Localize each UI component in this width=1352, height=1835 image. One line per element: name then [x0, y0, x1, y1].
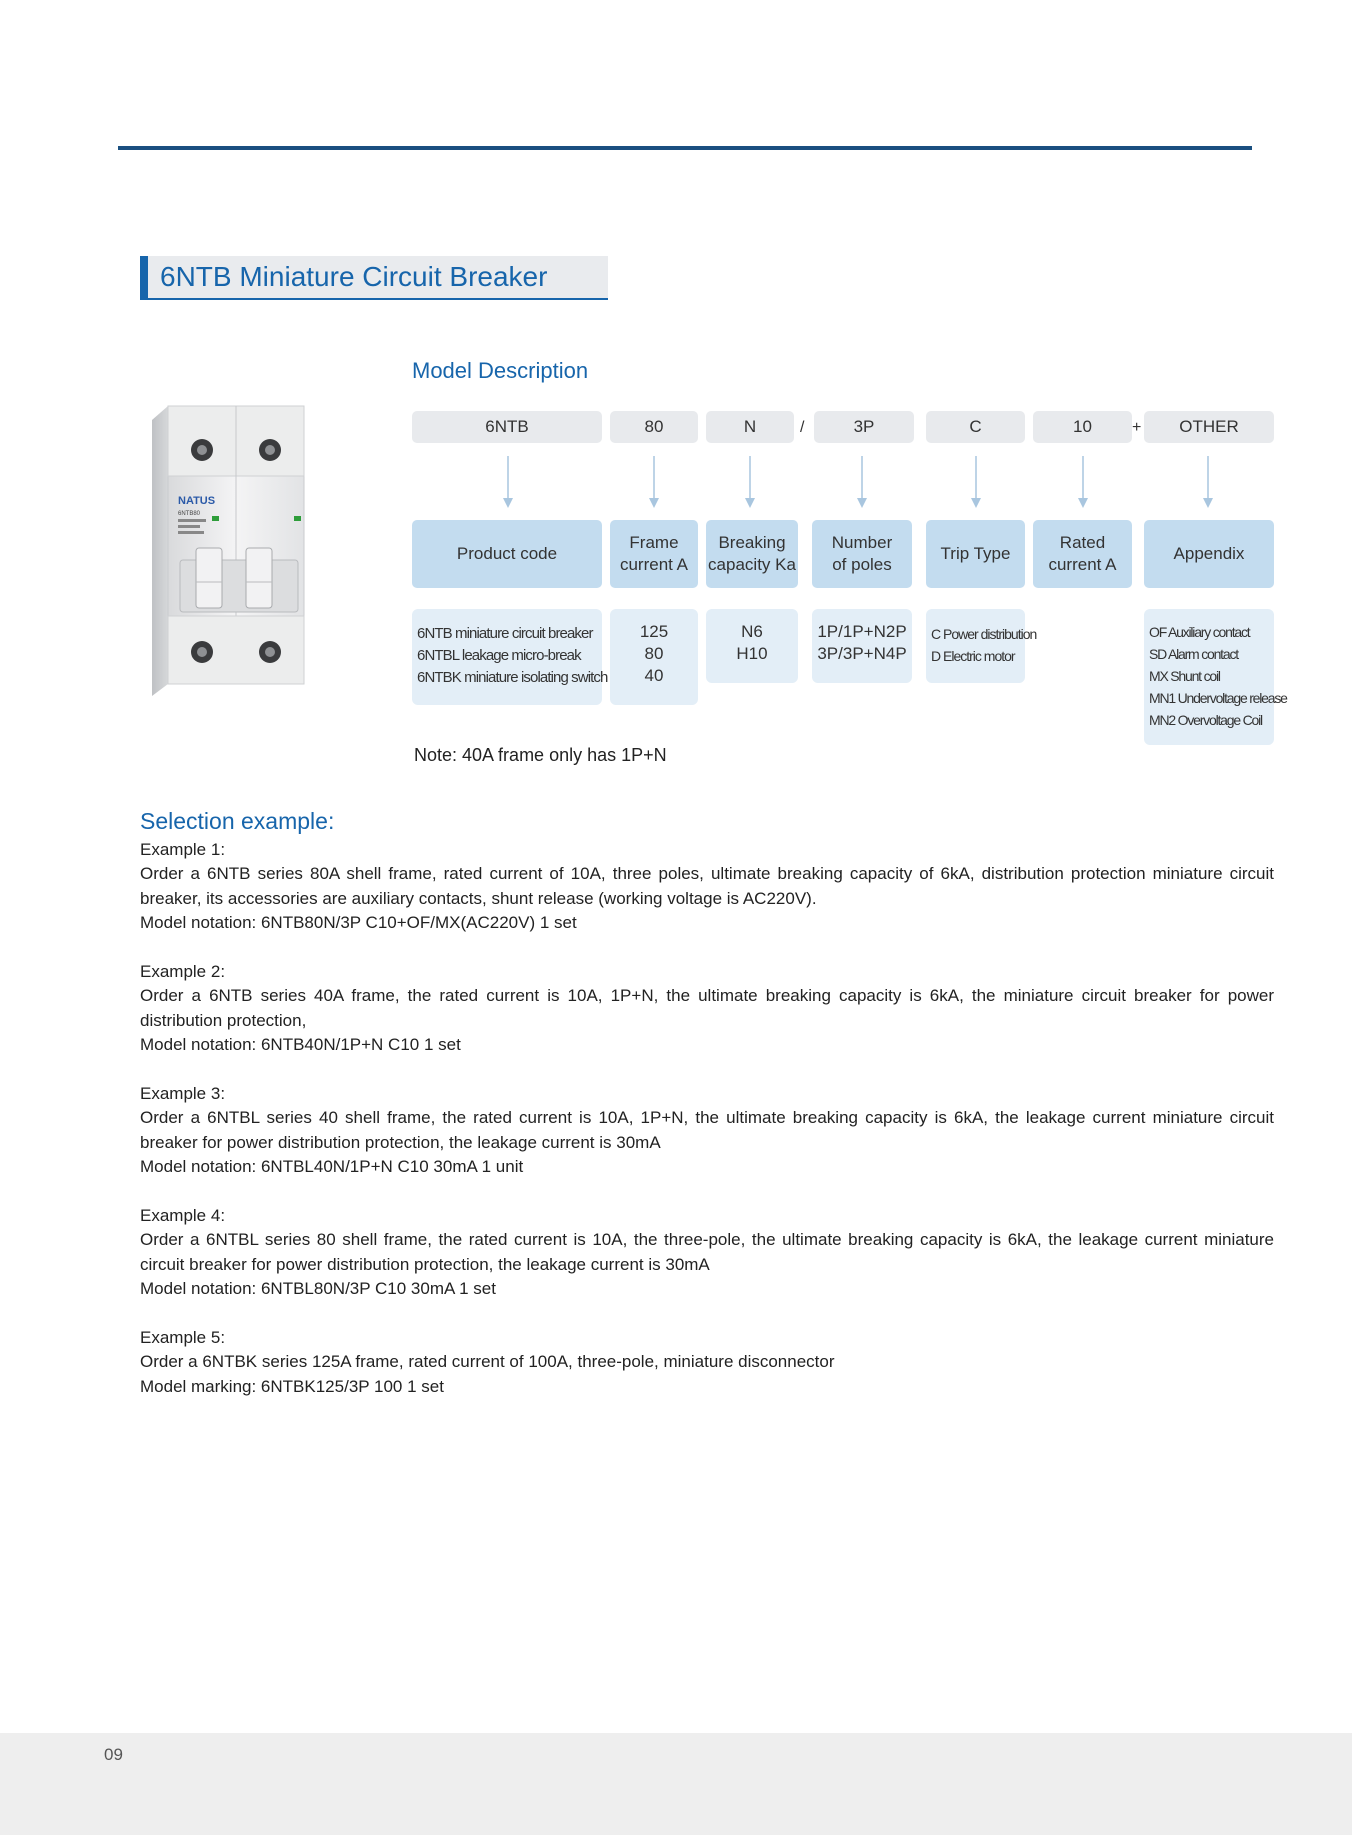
code-frame: 80 [610, 411, 698, 443]
arrow-down-icon [856, 456, 868, 510]
example-item [140, 1326, 1274, 1399]
arrow-down-icon [502, 456, 514, 510]
values-frame-current: 125 80 40 [610, 609, 698, 705]
example-description: Order a 6NTBL series 40 shell frame, the rated current is 10A, 1P+N, the ultimate breaking capacity is 6kA, the leakage current miniature circuit breaker for power distribution protection, the leakage current is 30mA [140, 1108, 1274, 1152]
code-poles: 3P [814, 411, 914, 443]
example-notation: Model notation: 6NTB40N/1P+N C10 1 set [140, 1035, 461, 1055]
page-number: 09 [104, 1745, 123, 1764]
code-trip: C [926, 411, 1025, 443]
example-item [140, 960, 1274, 1058]
arrow-down-icon [970, 456, 982, 510]
code-product: 6NTB [412, 411, 602, 443]
section-title: 6NTB Miniature Circuit Breaker [140, 256, 608, 300]
arrow-down-icon [1077, 456, 1089, 510]
label-breaking-capacity: Breaking capacity Ka [706, 520, 798, 588]
brand-logo-text: NATUS [178, 495, 216, 507]
examples-list [140, 838, 1274, 1424]
code-breaking: N [706, 411, 794, 443]
values-number-of-poles: 1P/1P+N2P 3P/3P+N4P [812, 609, 912, 683]
example-notation: Model notation: 6NTBL40N/1P+N C10 30mA 1 unit [140, 1157, 524, 1177]
code-slash: / [800, 419, 805, 436]
label-frame-current: Frame current A [610, 520, 698, 588]
example-item [140, 1204, 1274, 1302]
header-rule [118, 146, 1252, 150]
example-notation: Model marking: 6NTBK125/3P 100 1 set [140, 1376, 444, 1396]
example-description: Order a 6NTBL series 80 shell frame, the rated current is 10A, the three-pole, the ultimate breaking capacity is 6kA, the leakage current miniature circuit breaker for power distribution protection, the leakage current is 30mA [140, 1230, 1274, 1274]
example-title: Example 2: [140, 962, 226, 982]
example-title: Example 5: [140, 1328, 226, 1348]
frame-note: Note: 40A frame only has 1P+N [414, 745, 667, 765]
example-item [140, 1082, 1274, 1180]
values-product-code: 6NTB miniature circuit breaker 6NTBL leakage micro-break 6NTBK miniature isolating switch [412, 609, 602, 705]
circuit-breaker-image [140, 384, 352, 710]
example-description: Order a 6NTB series 40A frame, the rated current is 10A, 1P+N, the ultimate breaking capacity is 6kA, the miniature circuit breaker for power distribution protection, [140, 986, 1274, 1030]
label-number-of-poles: Number of poles [812, 520, 912, 588]
label-trip-type: Trip Type [926, 520, 1025, 588]
example-title: Example 4: [140, 1206, 226, 1226]
label-appendix: Appendix [1144, 520, 1274, 588]
model-description-title: Model Description [412, 358, 589, 383]
arrow-down-icon [744, 456, 756, 510]
example-title: Example 3: [140, 1084, 226, 1104]
code-other: OTHER [1144, 411, 1274, 443]
example-title: Example 1: [140, 840, 226, 859]
values-trip-type: C Power distribution D Electric motor [926, 609, 1025, 683]
arrow-down-icon [1202, 456, 1214, 510]
model-logo-text: 6NTB80 [178, 511, 201, 517]
values-appendix: OF Auxiliary contact SD Alarm contact MX Shunt coil MN1 Undervoltage release MN2 Overvoltage Coil [1144, 609, 1274, 745]
arrow-down-icon [648, 456, 660, 510]
selection-example-title: Selection example: [140, 808, 335, 834]
example-description: Order a 6NTBK series 125A frame, rated current of 100A, three-pole, miniature disconnector [140, 1352, 835, 1372]
code-rated: 10 [1033, 411, 1132, 443]
code-plus: + [1132, 419, 1142, 436]
example-item [140, 838, 1274, 936]
footer-band [0, 1733, 1352, 1835]
example-notation: Model notation: 6NTBL80N/3P C10 30mA 1 set [140, 1279, 496, 1299]
label-product-code: Product code [412, 520, 602, 588]
label-rated-current: Rated current A [1033, 520, 1132, 588]
values-breaking-capacity: N6 H10 [706, 609, 798, 683]
example-description: Order a 6NTB series 80A shell frame, rated current of 10A, three poles, ultimate breaking capacity of 6kA, distribution protection miniature circuit breaker, its accessories are auxiliary contacts, shunt release (working voltage is AC220V). [140, 864, 1274, 908]
example-notation: Model notation: 6NTB80N/3P C10+OF/MX(AC220V) 1 set [140, 913, 577, 933]
